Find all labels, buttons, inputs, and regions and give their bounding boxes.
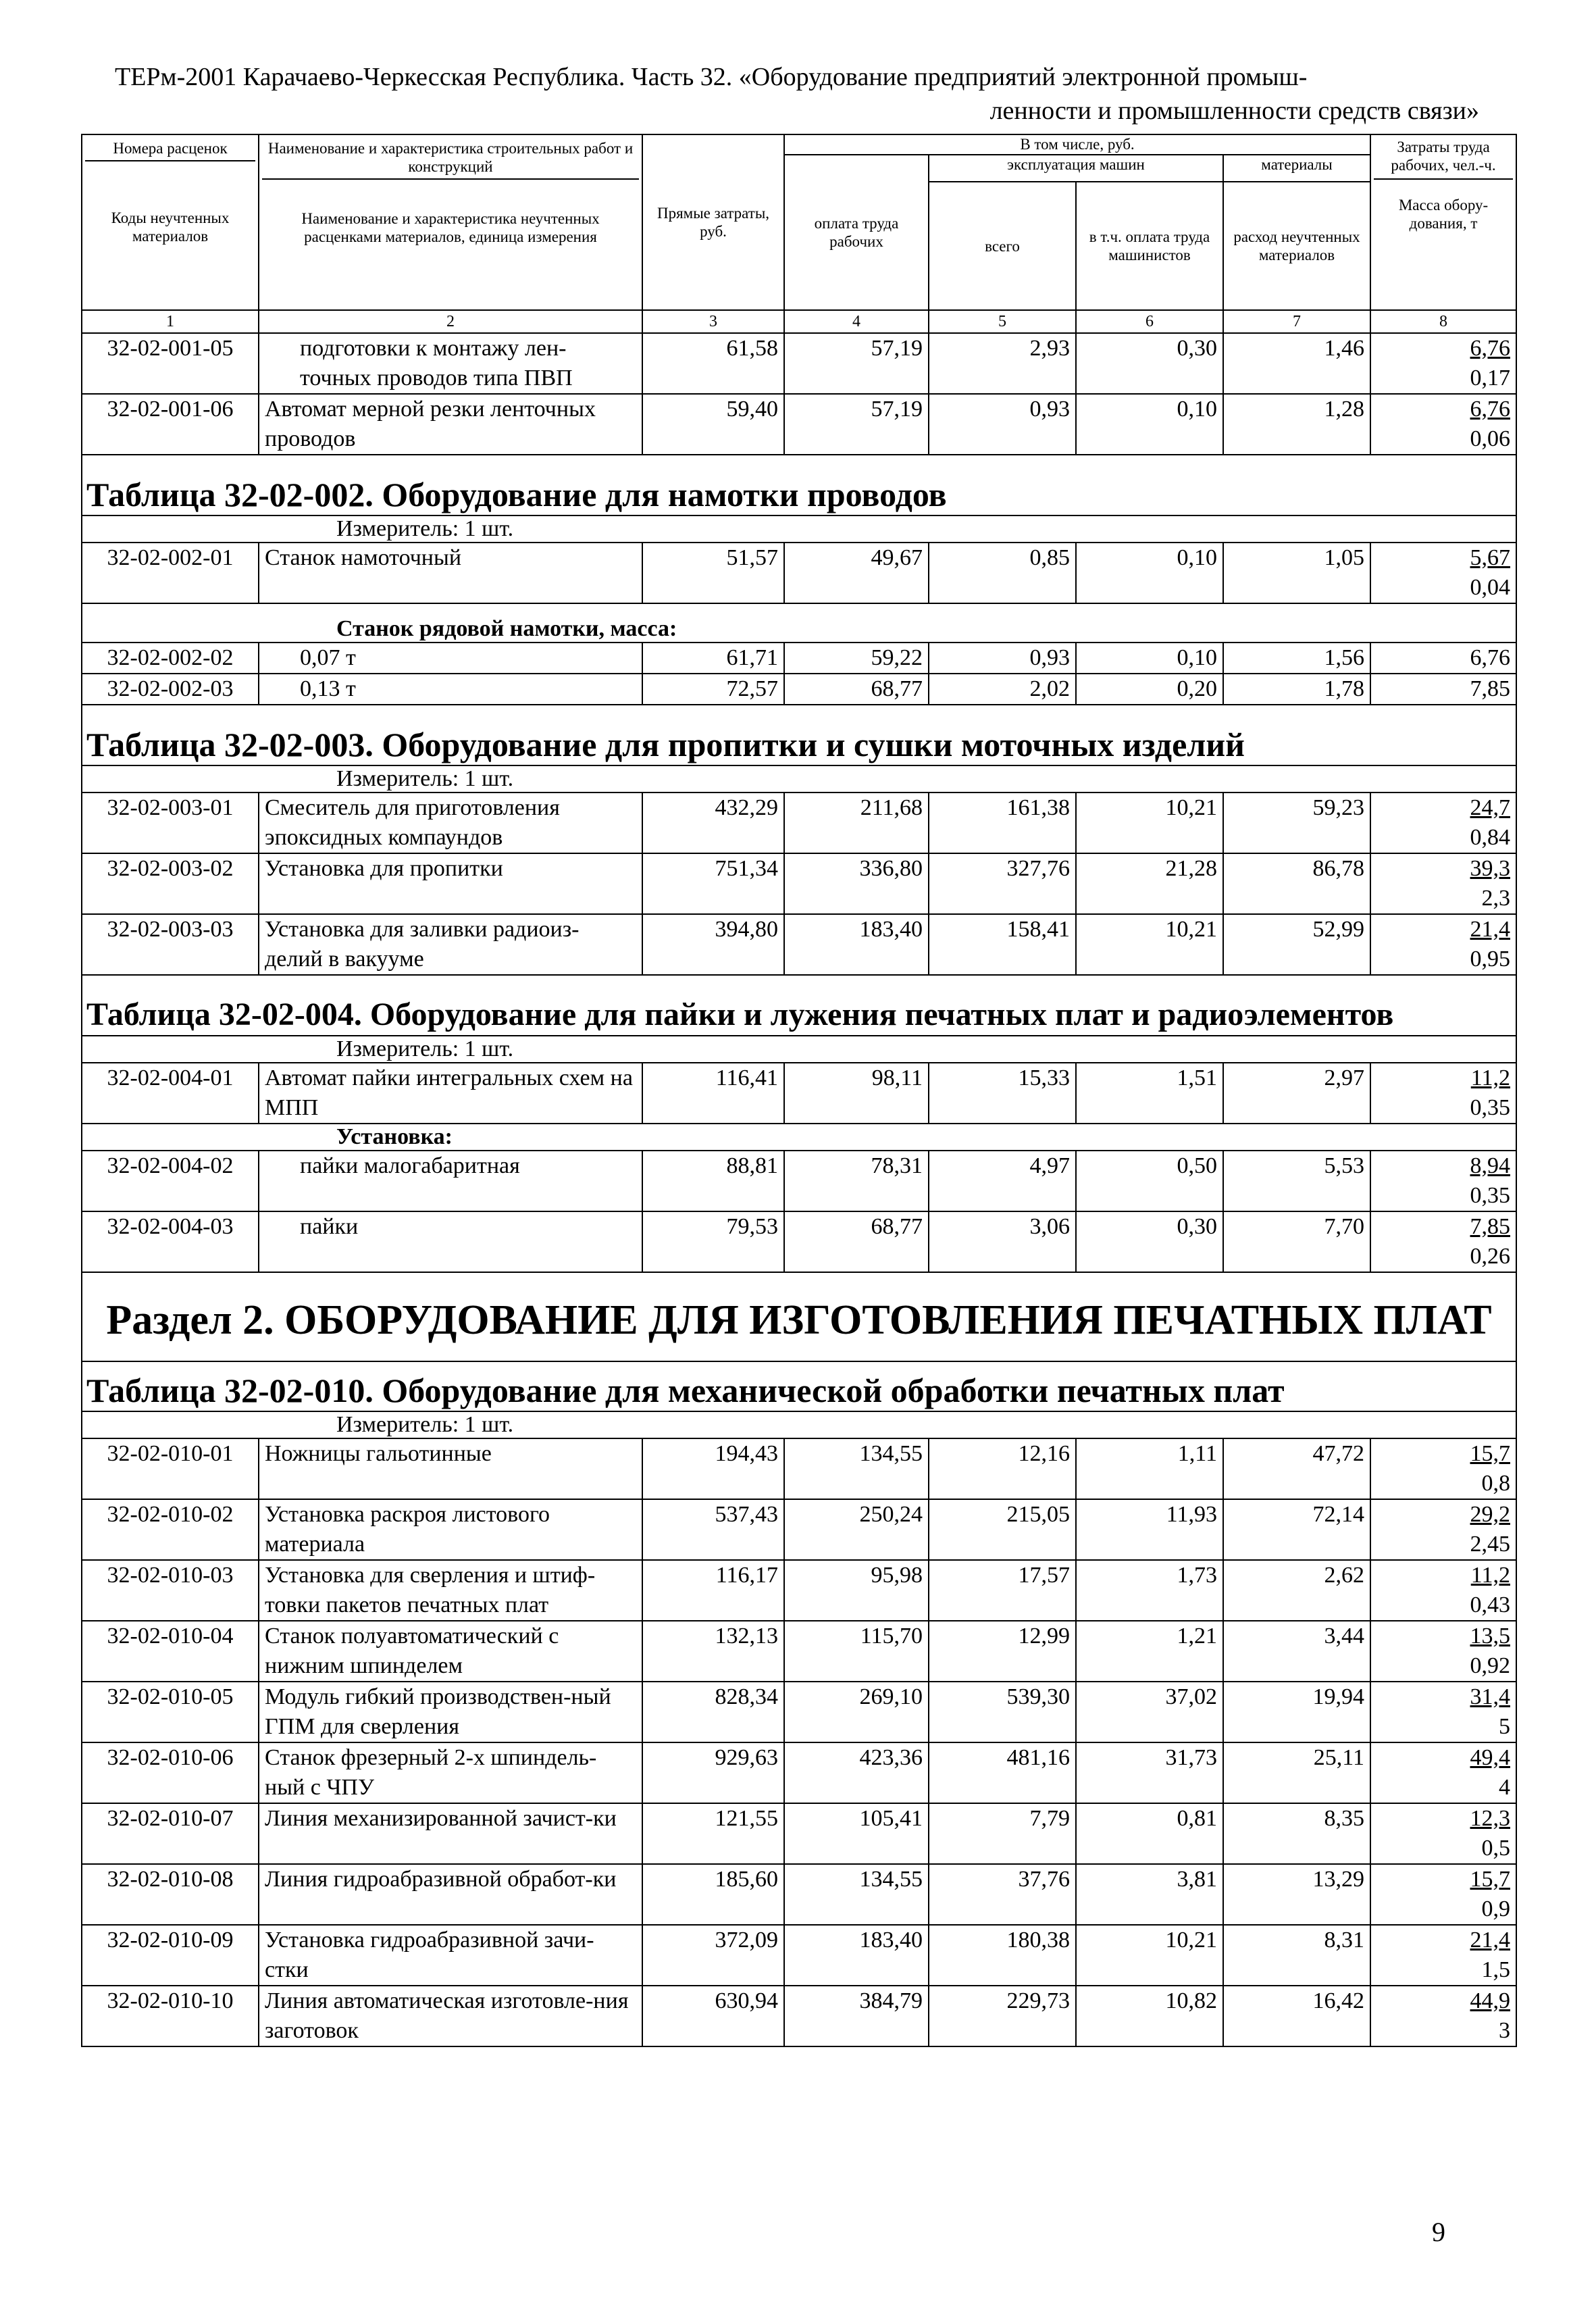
machines-total: 539,30 xyxy=(929,1682,1076,1742)
machines-total: 2,02 xyxy=(929,674,1076,705)
materials: 3,44 xyxy=(1223,1621,1370,1682)
machinist-pay: 0,30 xyxy=(1076,1211,1223,1272)
machines-total: 0,93 xyxy=(929,643,1076,674)
table-010-title: Таблица 32-02-010. Оборудование для механической обработки печатных плат xyxy=(82,1361,1516,1411)
labor-pay: 59,22 xyxy=(784,643,929,674)
head-col2 xyxy=(259,134,642,310)
table-002-measure: Измеритель: 1 шт. xyxy=(82,515,1516,543)
rate-name: Установка раскроя листового материала xyxy=(259,1499,642,1560)
labor-hours: 49,4 xyxy=(1470,1745,1510,1770)
rate-name: пайки xyxy=(259,1211,642,1272)
labor-mass-cell xyxy=(1370,1925,1516,1986)
rate-code: 32-02-010-03 xyxy=(82,1560,259,1621)
equipment-mass: 5 xyxy=(1499,1714,1510,1739)
rate-name: Автомат мерной резки ленточных проводов xyxy=(259,394,642,455)
equipment-mass: 0,95 xyxy=(1470,947,1511,972)
equipment-mass: 0,9 xyxy=(1481,1896,1510,1921)
labor-pay: 68,77 xyxy=(784,674,929,705)
rate-code: 32-02-010-07 xyxy=(82,1803,259,1864)
labor-pay: 269,10 xyxy=(784,1682,929,1742)
machinist-pay: 0,50 xyxy=(1076,1151,1223,1211)
equipment-mass: 2,3 xyxy=(1481,886,1511,911)
equipment-mass: 0,17 xyxy=(1470,366,1511,391)
table-010-rows xyxy=(81,1438,1517,2047)
labor-pay: 68,77 xyxy=(784,1211,929,1272)
machinist-pay: 11,93 xyxy=(1076,1499,1223,1560)
materials: 1,46 xyxy=(1223,333,1370,394)
section-2-row xyxy=(82,1272,1516,1361)
table-004-subheader: Установка: xyxy=(82,1124,1516,1151)
table-row xyxy=(82,853,1516,914)
direct-cost: 751,34 xyxy=(642,853,784,914)
machinist-pay: 10,21 xyxy=(1076,1925,1223,1986)
direct-cost: 537,43 xyxy=(642,1499,784,1560)
rate-code: 32-02-010-04 xyxy=(82,1621,259,1682)
table-002-subheader-row xyxy=(82,603,1516,643)
materials: 1,78 xyxy=(1223,674,1370,705)
table-row xyxy=(82,674,1516,705)
direct-cost: 116,41 xyxy=(642,1063,784,1124)
rate-code: 32-02-001-05 xyxy=(82,333,259,394)
labor-mass-cell xyxy=(1370,1986,1516,2046)
colnum: 3 xyxy=(642,310,784,333)
labor-pay: 134,55 xyxy=(784,1864,929,1925)
table-004-measure: Измеритель: 1 шт. xyxy=(82,1036,1516,1063)
labor-pay: 250,24 xyxy=(784,1499,929,1560)
table-010-measure: Измеритель: 1 шт. xyxy=(82,1411,1516,1438)
labor-mass-cell xyxy=(1370,793,1516,853)
head-col8-top: Затраты труда рабочих, чел.-ч. xyxy=(1374,138,1513,180)
table-row xyxy=(82,1803,1516,1864)
table-row xyxy=(82,1063,1516,1124)
rate-name: Смеситель для приготовления эпоксидных компаундов xyxy=(259,793,642,853)
direct-cost: 394,80 xyxy=(642,914,784,975)
rate-name: Установка для пропитки xyxy=(259,853,642,914)
rate-code: 32-02-010-09 xyxy=(82,1925,259,1986)
direct-cost: 88,81 xyxy=(642,1151,784,1211)
equipment-mass: 4 xyxy=(1499,1775,1510,1800)
running-header-line-2: ленности и промышленности средств связи» xyxy=(989,97,1479,125)
machinist-pay: 0,10 xyxy=(1076,543,1223,603)
table-003-title-row xyxy=(82,705,1516,765)
materials: 13,29 xyxy=(1223,1864,1370,1925)
direct-cost: 61,71 xyxy=(642,643,784,674)
rate-code: 32-02-004-01 xyxy=(82,1063,259,1124)
materials: 1,28 xyxy=(1223,394,1370,455)
machinist-pay: 0,10 xyxy=(1076,643,1223,674)
equipment-mass: 0,26 xyxy=(1470,1244,1511,1269)
rate-name: Установка для сверления и штиф-товки пакетов печатных плат xyxy=(259,1560,642,1621)
machines-total: 12,99 xyxy=(929,1621,1076,1682)
labor-hours: 13,5 xyxy=(1470,1624,1510,1649)
head-col6: в т.ч. оплата труда машинистов xyxy=(1076,182,1223,310)
machinist-pay: 1,21 xyxy=(1076,1621,1223,1682)
machines-total: 3,06 xyxy=(929,1211,1076,1272)
rate-code: 32-02-010-01 xyxy=(82,1438,259,1499)
rates-table xyxy=(81,134,1517,1439)
rate-name: пайки малогабаритная xyxy=(259,1151,642,1211)
rate-code: 32-02-004-02 xyxy=(82,1151,259,1211)
rate-name: Линия механизированной зачист-ки xyxy=(259,1803,642,1864)
table-row xyxy=(82,1864,1516,1925)
labor-pay: 57,19 xyxy=(784,394,929,455)
head-machines: эксплуатация машин xyxy=(929,155,1223,182)
labor-hours: 6,76 xyxy=(1370,643,1516,674)
table-004-title: Таблица 32-02-004. Оборудование для пайки и лужения печатных плат и радиоэлементов xyxy=(82,975,1516,1036)
head-including: В том числе, руб. xyxy=(784,134,1370,155)
table-row xyxy=(82,643,1516,674)
machines-total: 7,79 xyxy=(929,1803,1076,1864)
rate-code: 32-02-002-01 xyxy=(82,543,259,603)
head-col8 xyxy=(1370,134,1516,310)
equipment-mass: 0,35 xyxy=(1470,1095,1511,1120)
labor-mass-cell xyxy=(1370,1742,1516,1803)
labor-hours: 12,3 xyxy=(1470,1806,1510,1831)
labor-hours: 8,94 xyxy=(1470,1153,1511,1178)
labor-mass-cell xyxy=(1370,333,1516,394)
table-010-measure-row xyxy=(82,1411,1516,1438)
equipment-mass: 1,5 xyxy=(1481,1957,1510,1982)
direct-cost: 132,13 xyxy=(642,1621,784,1682)
rate-name: Установка для заливки радиоиз-делий в вакууме xyxy=(259,914,642,975)
materials: 25,11 xyxy=(1223,1742,1370,1803)
direct-cost: 372,09 xyxy=(642,1925,784,1986)
materials: 47,72 xyxy=(1223,1438,1370,1499)
equipment-mass: 3 xyxy=(1499,2018,1510,2043)
rate-code: 32-02-010-06 xyxy=(82,1742,259,1803)
labor-mass-cell xyxy=(1370,1499,1516,1560)
table-row xyxy=(82,1151,1516,1211)
rate-code: 32-02-010-10 xyxy=(82,1986,259,2046)
table-row xyxy=(82,394,1516,455)
table-002-title: Таблица 32-02-002. Оборудование для намотки проводов xyxy=(82,455,1516,515)
table-002-subheader: Станок рядовой намотки, масса: xyxy=(82,603,1516,643)
equipment-mass: 0,43 xyxy=(1470,1592,1510,1617)
rate-code: 32-02-002-02 xyxy=(82,643,259,674)
materials: 8,31 xyxy=(1223,1925,1370,1986)
table-row xyxy=(82,1682,1516,1742)
direct-cost: 61,58 xyxy=(642,333,784,394)
equipment-mass: 0,84 xyxy=(1470,825,1511,850)
materials: 16,42 xyxy=(1223,1986,1370,2046)
table-row xyxy=(82,333,1516,394)
machinist-pay: 10,21 xyxy=(1076,914,1223,975)
labor-hours: 44,9 xyxy=(1470,1988,1510,2013)
table-row xyxy=(82,543,1516,603)
labor-mass-cell xyxy=(1370,1438,1516,1499)
colnum: 1 xyxy=(82,310,259,333)
page-number: 9 xyxy=(1432,2217,1445,2247)
direct-cost: 59,40 xyxy=(642,394,784,455)
head-col1 xyxy=(82,134,259,310)
machines-total: 37,76 xyxy=(929,1864,1076,1925)
machines-total: 161,38 xyxy=(929,793,1076,853)
rate-name: Модуль гибкий производствен-ный ГПМ для сверления xyxy=(259,1682,642,1742)
labor-pay: 336,80 xyxy=(784,853,929,914)
table-row xyxy=(82,1925,1516,1986)
labor-hours: 29,2 xyxy=(1470,1502,1510,1527)
direct-cost: 432,29 xyxy=(642,793,784,853)
labor-hours: 15,7 xyxy=(1470,1441,1510,1466)
direct-cost: 828,34 xyxy=(642,1682,784,1742)
equipment-mass: 0,04 xyxy=(1470,575,1511,600)
machinist-pay: 3,81 xyxy=(1076,1864,1223,1925)
machines-total: 229,73 xyxy=(929,1986,1076,2046)
machines-total: 481,16 xyxy=(929,1742,1076,1803)
column-numbers xyxy=(82,310,1516,333)
labor-pay: 384,79 xyxy=(784,1986,929,2046)
machines-total: 158,41 xyxy=(929,914,1076,975)
labor-hours: 5,67 xyxy=(1470,545,1511,570)
table-row xyxy=(82,793,1516,853)
labor-mass-cell xyxy=(1370,1864,1516,1925)
table-004-subheader-row xyxy=(82,1124,1516,1151)
colnum: 4 xyxy=(784,310,929,333)
colnum: 6 xyxy=(1076,310,1223,333)
labor-mass-cell xyxy=(1370,543,1516,603)
machinist-pay: 0,30 xyxy=(1076,333,1223,394)
labor-pay: 211,68 xyxy=(784,793,929,853)
table-row xyxy=(82,1986,1516,2046)
machinist-pay: 0,20 xyxy=(1076,674,1223,705)
rate-name: Ножницы гальотинные xyxy=(259,1438,642,1499)
labor-mass-cell xyxy=(1370,1560,1516,1621)
rate-name: Станок полуавтоматический с нижним шпинделем xyxy=(259,1621,642,1682)
machines-total: 0,85 xyxy=(929,543,1076,603)
materials: 1,56 xyxy=(1223,643,1370,674)
labor-hours: 39,3 xyxy=(1470,856,1511,881)
machines-total: 4,97 xyxy=(929,1151,1076,1211)
head-col2-top: Наименование и характеристика строительных работ и конструкций xyxy=(262,139,639,180)
table-row xyxy=(82,1560,1516,1621)
labor-hours: 6,76 xyxy=(1470,336,1511,361)
materials: 72,14 xyxy=(1223,1499,1370,1560)
colnum: 2 xyxy=(259,310,642,333)
head-col3: Прямые затраты, руб. xyxy=(642,134,784,310)
machinist-pay: 1,73 xyxy=(1076,1560,1223,1621)
machinist-pay: 1,11 xyxy=(1076,1438,1223,1499)
rate-code: 32-02-010-08 xyxy=(82,1864,259,1925)
equipment-mass: 0,5 xyxy=(1481,1836,1510,1861)
table-002-title-row xyxy=(82,455,1516,515)
labor-pay: 98,11 xyxy=(784,1063,929,1124)
labor-hours: 6,76 xyxy=(1470,397,1511,422)
labor-pay: 115,70 xyxy=(784,1621,929,1682)
head-col1-bottom: Коды неучтенных материалов xyxy=(111,209,230,245)
labor-hours: 15,7 xyxy=(1470,1867,1510,1892)
materials: 59,23 xyxy=(1223,793,1370,853)
table-010-title-row xyxy=(82,1361,1516,1411)
rate-code: 32-02-004-03 xyxy=(82,1211,259,1272)
table-row xyxy=(82,1742,1516,1803)
rate-name: 0,07 т xyxy=(259,643,642,674)
labor-pay: 57,19 xyxy=(784,333,929,394)
labor-mass-cell xyxy=(1370,1151,1516,1211)
labor-mass-cell xyxy=(1370,1682,1516,1742)
labor-pay: 423,36 xyxy=(784,1742,929,1803)
materials: 5,53 xyxy=(1223,1151,1370,1211)
rate-code: 32-02-003-02 xyxy=(82,853,259,914)
rate-code: 32-02-002-03 xyxy=(82,674,259,705)
materials: 19,94 xyxy=(1223,1682,1370,1742)
machines-total: 12,16 xyxy=(929,1438,1076,1499)
machinist-pay: 21,28 xyxy=(1076,853,1223,914)
table-row xyxy=(82,1499,1516,1560)
machinist-pay: 37,02 xyxy=(1076,1682,1223,1742)
machinist-pay: 1,51 xyxy=(1076,1063,1223,1124)
labor-hours: 7,85 xyxy=(1470,1214,1511,1239)
materials: 7,70 xyxy=(1223,1211,1370,1272)
machines-total: 2,93 xyxy=(929,333,1076,394)
machines-total: 327,76 xyxy=(929,853,1076,914)
machines-total: 0,93 xyxy=(929,394,1076,455)
rate-name: Станок фрезерный 2-х шпиндель-ный с ЧПУ xyxy=(259,1742,642,1803)
table-003-measure: Измеритель: 1 шт. xyxy=(82,765,1516,793)
labor-mass-cell xyxy=(1370,853,1516,914)
rate-name: Линия гидроабразивной обработ-ки xyxy=(259,1864,642,1925)
machines-total: 17,57 xyxy=(929,1560,1076,1621)
labor-pay: 183,40 xyxy=(784,914,929,975)
equipment-mass: 0,8 xyxy=(1481,1471,1510,1496)
equipment-mass: 2,45 xyxy=(1470,1532,1510,1557)
head-col4: оплата труда рабочих xyxy=(784,155,929,310)
direct-cost: 121,55 xyxy=(642,1803,784,1864)
table-004-measure-row xyxy=(82,1036,1516,1063)
section-2-heading: Раздел 2. ОБОРУДОВАНИЕ ДЛЯ ИЗГОТОВЛЕНИЯ ПЕЧАТНЫХ ПЛАТ xyxy=(82,1272,1516,1361)
rate-code: 32-02-010-02 xyxy=(82,1499,259,1560)
direct-cost: 929,63 xyxy=(642,1742,784,1803)
table-row xyxy=(82,1621,1516,1682)
colnum: 7 xyxy=(1223,310,1370,333)
rate-name: подготовки к монтажу лен-точных проводов типа ПВП xyxy=(259,333,642,394)
labor-hours: 7,85 xyxy=(1370,674,1516,705)
table-002-measure-row xyxy=(82,515,1516,543)
direct-cost: 194,43 xyxy=(642,1438,784,1499)
labor-mass-cell xyxy=(1370,1621,1516,1682)
rate-name: Установка гидроабразивной зачи-стки xyxy=(259,1925,642,1986)
head-col2-bottom: Наименование и характеристика неучтенных расценками материалов, единица измерения xyxy=(301,210,600,245)
equipment-mass: 0,35 xyxy=(1470,1183,1511,1208)
machines-total: 215,05 xyxy=(929,1499,1076,1560)
table-003-title: Таблица 32-02-003. Оборудование для пропитки и сушки моточных изделий xyxy=(82,705,1516,765)
table-row xyxy=(82,914,1516,975)
rate-name: 0,13 т xyxy=(259,674,642,705)
labor-mass-cell xyxy=(1370,1803,1516,1864)
labor-pay: 78,31 xyxy=(784,1151,929,1211)
direct-cost: 79,53 xyxy=(642,1211,784,1272)
labor-pay: 134,55 xyxy=(784,1438,929,1499)
labor-pay: 95,98 xyxy=(784,1560,929,1621)
head-col5: всего xyxy=(929,182,1076,310)
colnum: 8 xyxy=(1370,310,1516,333)
labor-pay: 105,41 xyxy=(784,1803,929,1864)
head-materials: материалы xyxy=(1223,155,1370,182)
rate-name: Автомат пайки интегральных схем на МПП xyxy=(259,1063,642,1124)
materials: 2,62 xyxy=(1223,1560,1370,1621)
direct-cost: 51,57 xyxy=(642,543,784,603)
machinist-pay: 10,21 xyxy=(1076,793,1223,853)
head-col8-bottom: Масса обору-дования, т xyxy=(1398,197,1489,232)
materials: 52,99 xyxy=(1223,914,1370,975)
equipment-mass: 0,06 xyxy=(1470,426,1511,451)
labor-hours: 21,4 xyxy=(1470,1928,1510,1953)
labor-hours: 31,4 xyxy=(1470,1684,1510,1709)
rate-name: Станок намоточный xyxy=(259,543,642,603)
labor-mass-cell xyxy=(1370,1211,1516,1272)
labor-hours: 11,2 xyxy=(1470,1065,1511,1090)
machinist-pay: 10,82 xyxy=(1076,1986,1223,2046)
direct-cost: 630,94 xyxy=(642,1986,784,2046)
machinist-pay: 0,10 xyxy=(1076,394,1223,455)
materials: 86,78 xyxy=(1223,853,1370,914)
labor-mass-cell xyxy=(1370,394,1516,455)
equipment-mass: 0,92 xyxy=(1470,1653,1510,1678)
labor-hours: 24,7 xyxy=(1470,795,1511,820)
head-col1-top: Номера расценок xyxy=(85,139,255,161)
machinist-pay: 0,81 xyxy=(1076,1803,1223,1864)
materials: 1,05 xyxy=(1223,543,1370,603)
table-004-title-row xyxy=(82,975,1516,1036)
labor-pay: 49,67 xyxy=(784,543,929,603)
labor-pay: 183,40 xyxy=(784,1925,929,1986)
labor-mass-cell xyxy=(1370,914,1516,975)
labor-mass-cell xyxy=(1370,1063,1516,1124)
table-row xyxy=(82,1438,1516,1499)
machinist-pay: 31,73 xyxy=(1076,1742,1223,1803)
labor-hours: 11,2 xyxy=(1470,1563,1510,1588)
running-header-line-1: ТЕРм-2001 Карачаево-Черкесская Республика. Часть 32. «Оборудование предприятий электронной промыш- xyxy=(115,63,1308,91)
machines-total: 180,38 xyxy=(929,1925,1076,1986)
rate-name: Линия автоматическая изготовле-ния заготовок xyxy=(259,1986,642,2046)
direct-cost: 185,60 xyxy=(642,1864,784,1925)
table-003-measure-row xyxy=(82,765,1516,793)
direct-cost: 72,57 xyxy=(642,674,784,705)
machines-total: 15,33 xyxy=(929,1063,1076,1124)
colnum: 5 xyxy=(929,310,1076,333)
direct-cost: 116,17 xyxy=(642,1560,784,1621)
labor-hours: 21,4 xyxy=(1470,917,1511,942)
rate-code: 32-02-001-06 xyxy=(82,394,259,455)
materials: 8,35 xyxy=(1223,1803,1370,1864)
rate-code: 32-02-010-05 xyxy=(82,1682,259,1742)
rate-code: 32-02-003-03 xyxy=(82,914,259,975)
rate-code: 32-02-003-01 xyxy=(82,793,259,853)
table-row xyxy=(82,1211,1516,1272)
head-col7: расход неучтенных материалов xyxy=(1223,182,1370,310)
materials: 2,97 xyxy=(1223,1063,1370,1124)
